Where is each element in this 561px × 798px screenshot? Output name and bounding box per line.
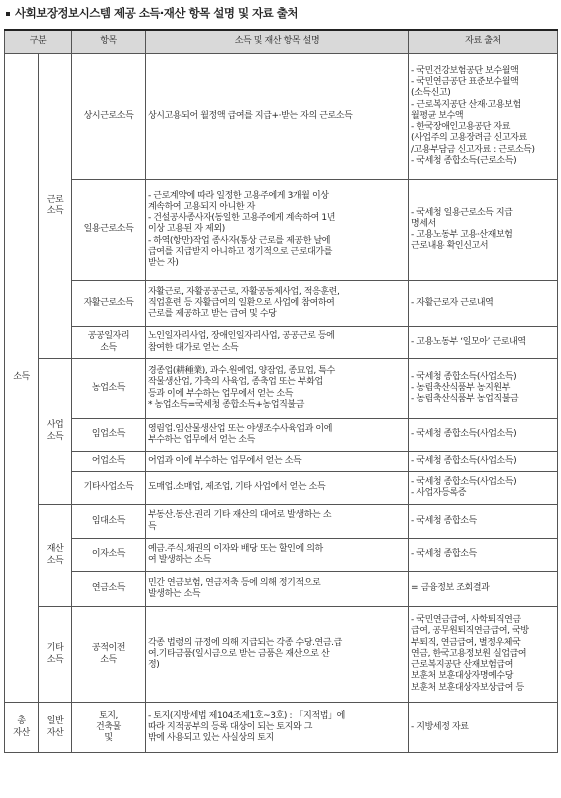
desc-cell: 부동산.동산.권리 기타 재산의 대여로 발생하는 소 득 [146, 505, 409, 539]
group-property: 재산 소득 [39, 505, 72, 607]
group-labor: 근로 소득 [39, 54, 72, 359]
item-cell: 이자소득 [72, 539, 146, 572]
item-cell: 기타사업소득 [72, 472, 146, 505]
group-business: 사업 소득 [39, 359, 72, 505]
item-cell: 어업소득 [72, 452, 146, 472]
item-cell: 일용근로소득 [72, 180, 146, 281]
table-row [5, 452, 558, 472]
source-cell: - 지방세정 자료 [409, 703, 558, 753]
table-row [5, 607, 558, 703]
source-cell: - 국세청 종합소득(사업소득) - 사업자등록증 [409, 472, 558, 505]
source-cell: - 국세청 일용근로소득 지급 명세서 - 고용노동부 고용·산재보험 근로내용 확인신고서 [409, 180, 558, 281]
source-cell: - 국세청 종합소득 [409, 539, 558, 572]
source-cell: - 국세청 종합소득(사업소득) [409, 452, 558, 472]
table-row [5, 505, 558, 539]
desc-cell: 각종 법령의 규정에 의해 지급되는 각종 수당.연금.급 여.기타금품(일시금으로 받는 금품은 재산으로 산 정) [146, 607, 409, 703]
table-row [5, 359, 558, 419]
table-row [5, 180, 558, 281]
desc-cell: - 근로계약에 따라 일정한 고용주에게 3개월 이상 계속하여 고용되지 아니한 자 - 건설공사종사자(동일한 고용주에게 계속하여 1년 이상 고용된 자 제외) - 하역(항만)작업 종사자(통상 근로를 제공한 날에 급여를 지급받지 아니하고 정기적으로 근로대가를 받는 자) [146, 180, 409, 281]
header-description: 소득 및 재산 항목 설명 [146, 30, 409, 54]
source-cell: = 금융정보 조회결과 [409, 572, 558, 607]
desc-cell: 어업과 이에 부수하는 업무에서 얻는 소득 [146, 452, 409, 472]
desc-cell: 상시고용되어 월정액 급여를 지급+·받는 자의 근로소득 [146, 54, 409, 180]
group-general-assets: 일반 자산 [39, 703, 72, 753]
desc-cell: 예금.주식.채권의 이자와 배당 또는 할인에 의하 여 발생하는 소득 [146, 539, 409, 572]
item-cell: 농업소득 [72, 359, 146, 419]
desc-cell: 민간 연금보험, 연금저축 등에 의해 정기적으로 발생하는 소득 [146, 572, 409, 607]
source-cell: - 국민연금급여, 사학퇴직연금 급여, 공무원퇴직연금급여, 국방 부퇴직, 연금급여, 별정우체국 연금, 한국고용정보원 실업급여 근로복지공단 산재보험급여 보훈처 보훈대상자명예수당 보훈처 보훈대상자보상급여 등 [409, 607, 558, 703]
desc-cell: 자활근로, 자활공공근로, 자활공동체사업, 적응훈련, 직업훈련 등 자활급여의 일환으로 사업에 참여하여 근로를 제공하고 받는 급여 및 수당 [146, 281, 409, 327]
table-row [5, 281, 558, 327]
source-cell: - 국민건강보험공단 보수월액 - 국민연금공단 표준보수월액 (소득신고) - 근로복지공단 산재·고용보험 월평균 보수액 - 한국장애인고용공단 자료 (사업주의 고용장려금 신고자료 /고용부담금 신고자료 : 근로소득) - 국세청 종합소득(근로소득) [409, 54, 558, 180]
group-total-assets: 총 자산 [5, 703, 39, 753]
table-row [5, 419, 558, 452]
table-row [5, 54, 558, 180]
table-row [5, 472, 558, 505]
item-cell: 공적이전 소득 [72, 607, 146, 703]
table-row [5, 703, 558, 753]
header-item: 항목 [72, 30, 146, 54]
table-row [5, 572, 558, 607]
item-cell: 연금소득 [72, 572, 146, 607]
header-source: 자료 출처 [409, 30, 558, 54]
item-cell: 자활근로소득 [72, 281, 146, 327]
item-cell: 임업소득 [72, 419, 146, 452]
table-header-row [5, 30, 558, 54]
page-title [6, 5, 298, 21]
group-other: 기타 소득 [39, 607, 72, 703]
bullet-icon [6, 12, 10, 16]
title-text: 사회보장정보시스템 제공 소득·재산 항목 설명 및 자료 출처 [15, 6, 299, 20]
desc-cell: 도매업.소매업, 제조업, 기타 사업에서 얻는 소득 [146, 472, 409, 505]
group-income: 소득 [5, 54, 39, 703]
header-category: 구분 [5, 30, 72, 54]
income-property-table [4, 29, 558, 753]
item-cell: 토지, 건축물 및 [72, 703, 146, 753]
desc-cell: 노인일자리사업, 장애인일자리사업, 공공근로 등에 참여한 대가로 얻는 소득 [146, 327, 409, 359]
source-cell: - 자활근로자 근로내역 [409, 281, 558, 327]
source-cell: - 국세청 종합소득(사업소득) - 농림축산식품부 농지원부 - 농림축산식품부 농업직불금 [409, 359, 558, 419]
source-cell: - 고용노동부 ‘일모아’ 근로내역 [409, 327, 558, 359]
item-cell: 상시근로소득 [72, 54, 146, 180]
item-cell: 공공일자리 소득 [72, 327, 146, 359]
desc-cell: 경종업(耕種業), 과수.원예업, 양잠업, 종묘업, 특수 작물생산업, 가축의 사육업, 종축업 또는 부화업 등과 이에 부수하는 업무에서 얻는 소득 * 농업소득=국세청 종합소득+농업직불금 [146, 359, 409, 419]
desc-cell: 영림업.임산물생산업 또는 야생조수사육업과 이에 부수하는 업무에서 얻는 소득 [146, 419, 409, 452]
source-cell: - 국세청 종합소득 [409, 505, 558, 539]
table-row [5, 327, 558, 359]
source-cell: - 국세청 종합소득(사업소득) [409, 419, 558, 452]
item-cell: 임대소득 [72, 505, 146, 539]
desc-cell: - 토지(지방세법 제104조제1호~3호) : 「지적법」에 따라 지적공부의 등록 대상이 되는 토지와 그 밖에 사용되고 있는 사실상의 토지 [146, 703, 409, 753]
table-row [5, 539, 558, 572]
